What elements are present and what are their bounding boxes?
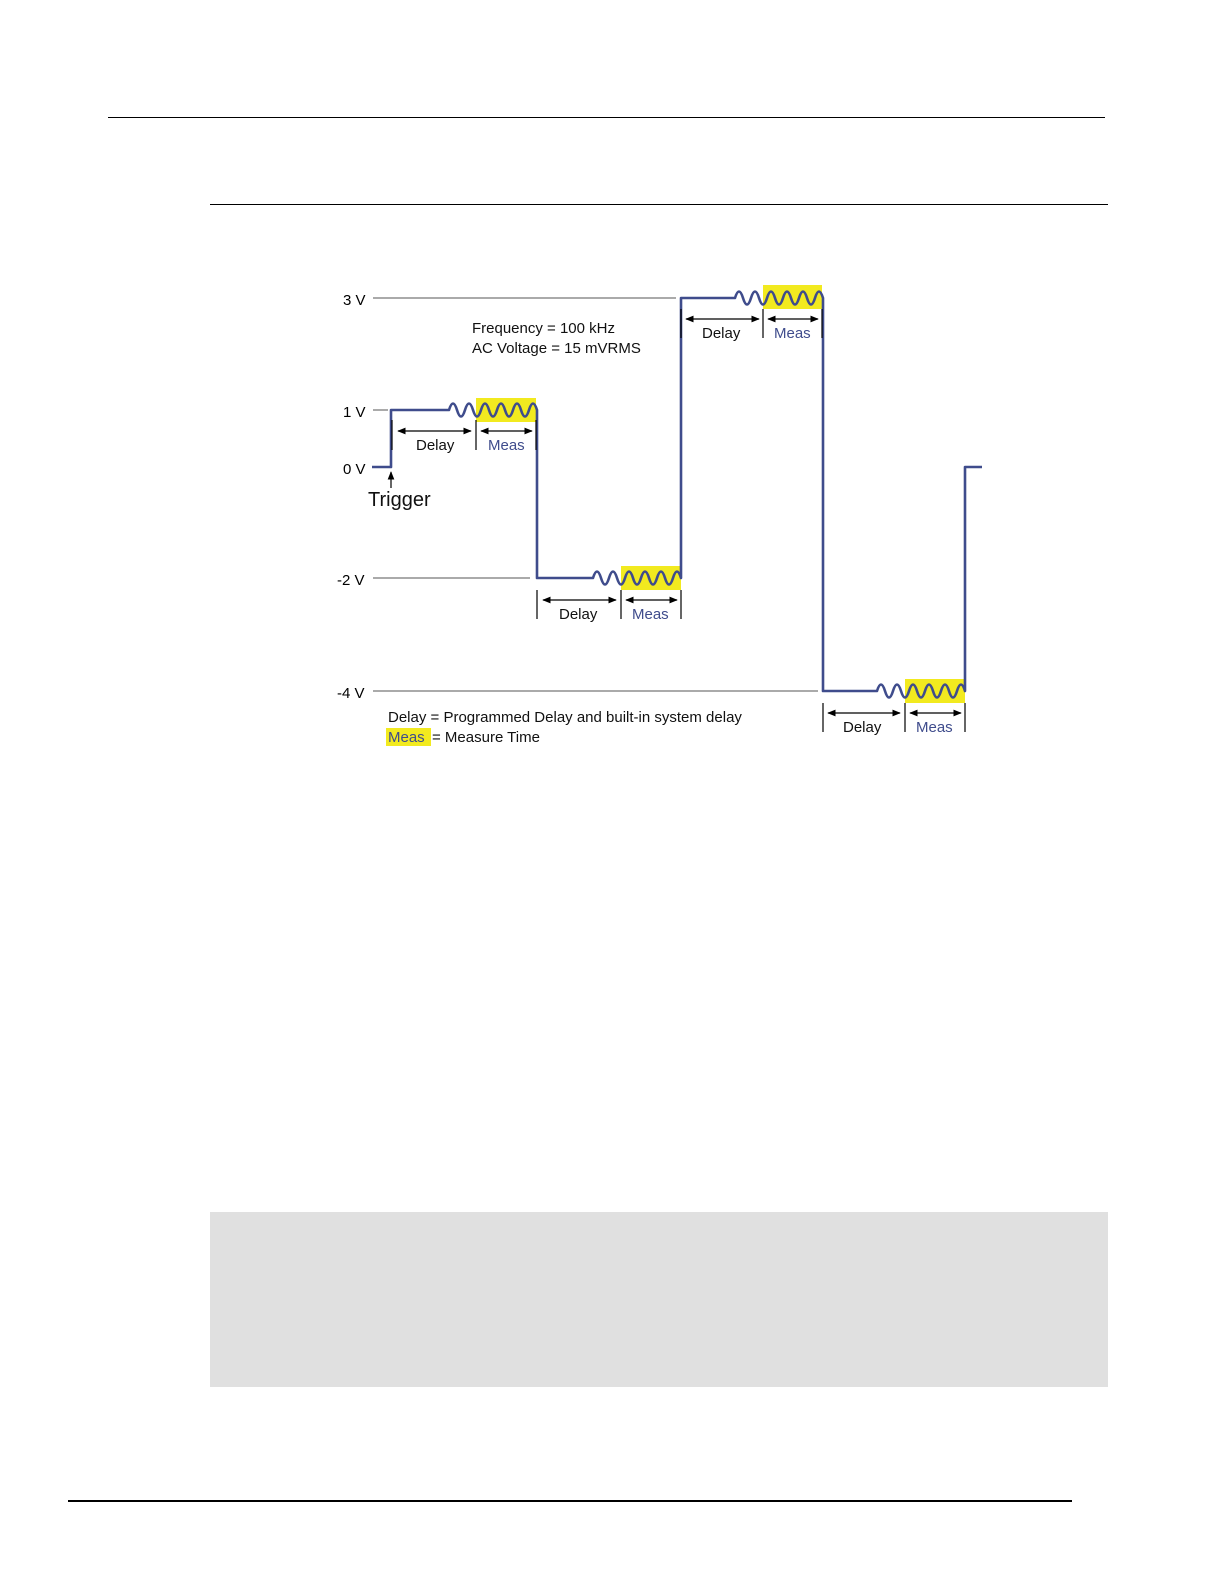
level-label-1v: 1 V xyxy=(343,404,366,421)
frequency-text: Frequency = 100 kHz xyxy=(472,320,615,337)
legend-delay-definition: Delay = Programmed Delay and built-in system delay xyxy=(388,709,742,726)
trigger-label: Trigger xyxy=(368,489,431,511)
legend-meas-definition: = Measure Time xyxy=(432,729,540,746)
meas-label-1v: Meas xyxy=(488,437,525,454)
delay-label-neg4v: Delay xyxy=(843,719,882,736)
meas-label-3v: Meas xyxy=(774,325,811,342)
level-label-neg4v: -4 V xyxy=(337,685,365,702)
delay-label-3v: Delay xyxy=(702,325,741,342)
level-label-3v: 3 V xyxy=(343,292,366,309)
meas-label-neg2v: Meas xyxy=(632,606,669,623)
level-label-0v: 0 V xyxy=(343,461,366,478)
level-label-neg2v: -2 V xyxy=(337,572,365,589)
meas-label-neg4v: Meas xyxy=(916,719,953,736)
delay-label-neg2v: Delay xyxy=(559,606,598,623)
meas-highlight-3v xyxy=(763,285,822,309)
note-box xyxy=(210,1212,1108,1387)
delay-label-1v: Delay xyxy=(416,437,455,454)
ac-voltage-text: AC Voltage = 15 mVRMS xyxy=(472,340,641,357)
footer-rule xyxy=(68,1500,1072,1502)
legend-meas-key: Meas xyxy=(388,729,425,746)
waveform-trace xyxy=(372,292,982,698)
